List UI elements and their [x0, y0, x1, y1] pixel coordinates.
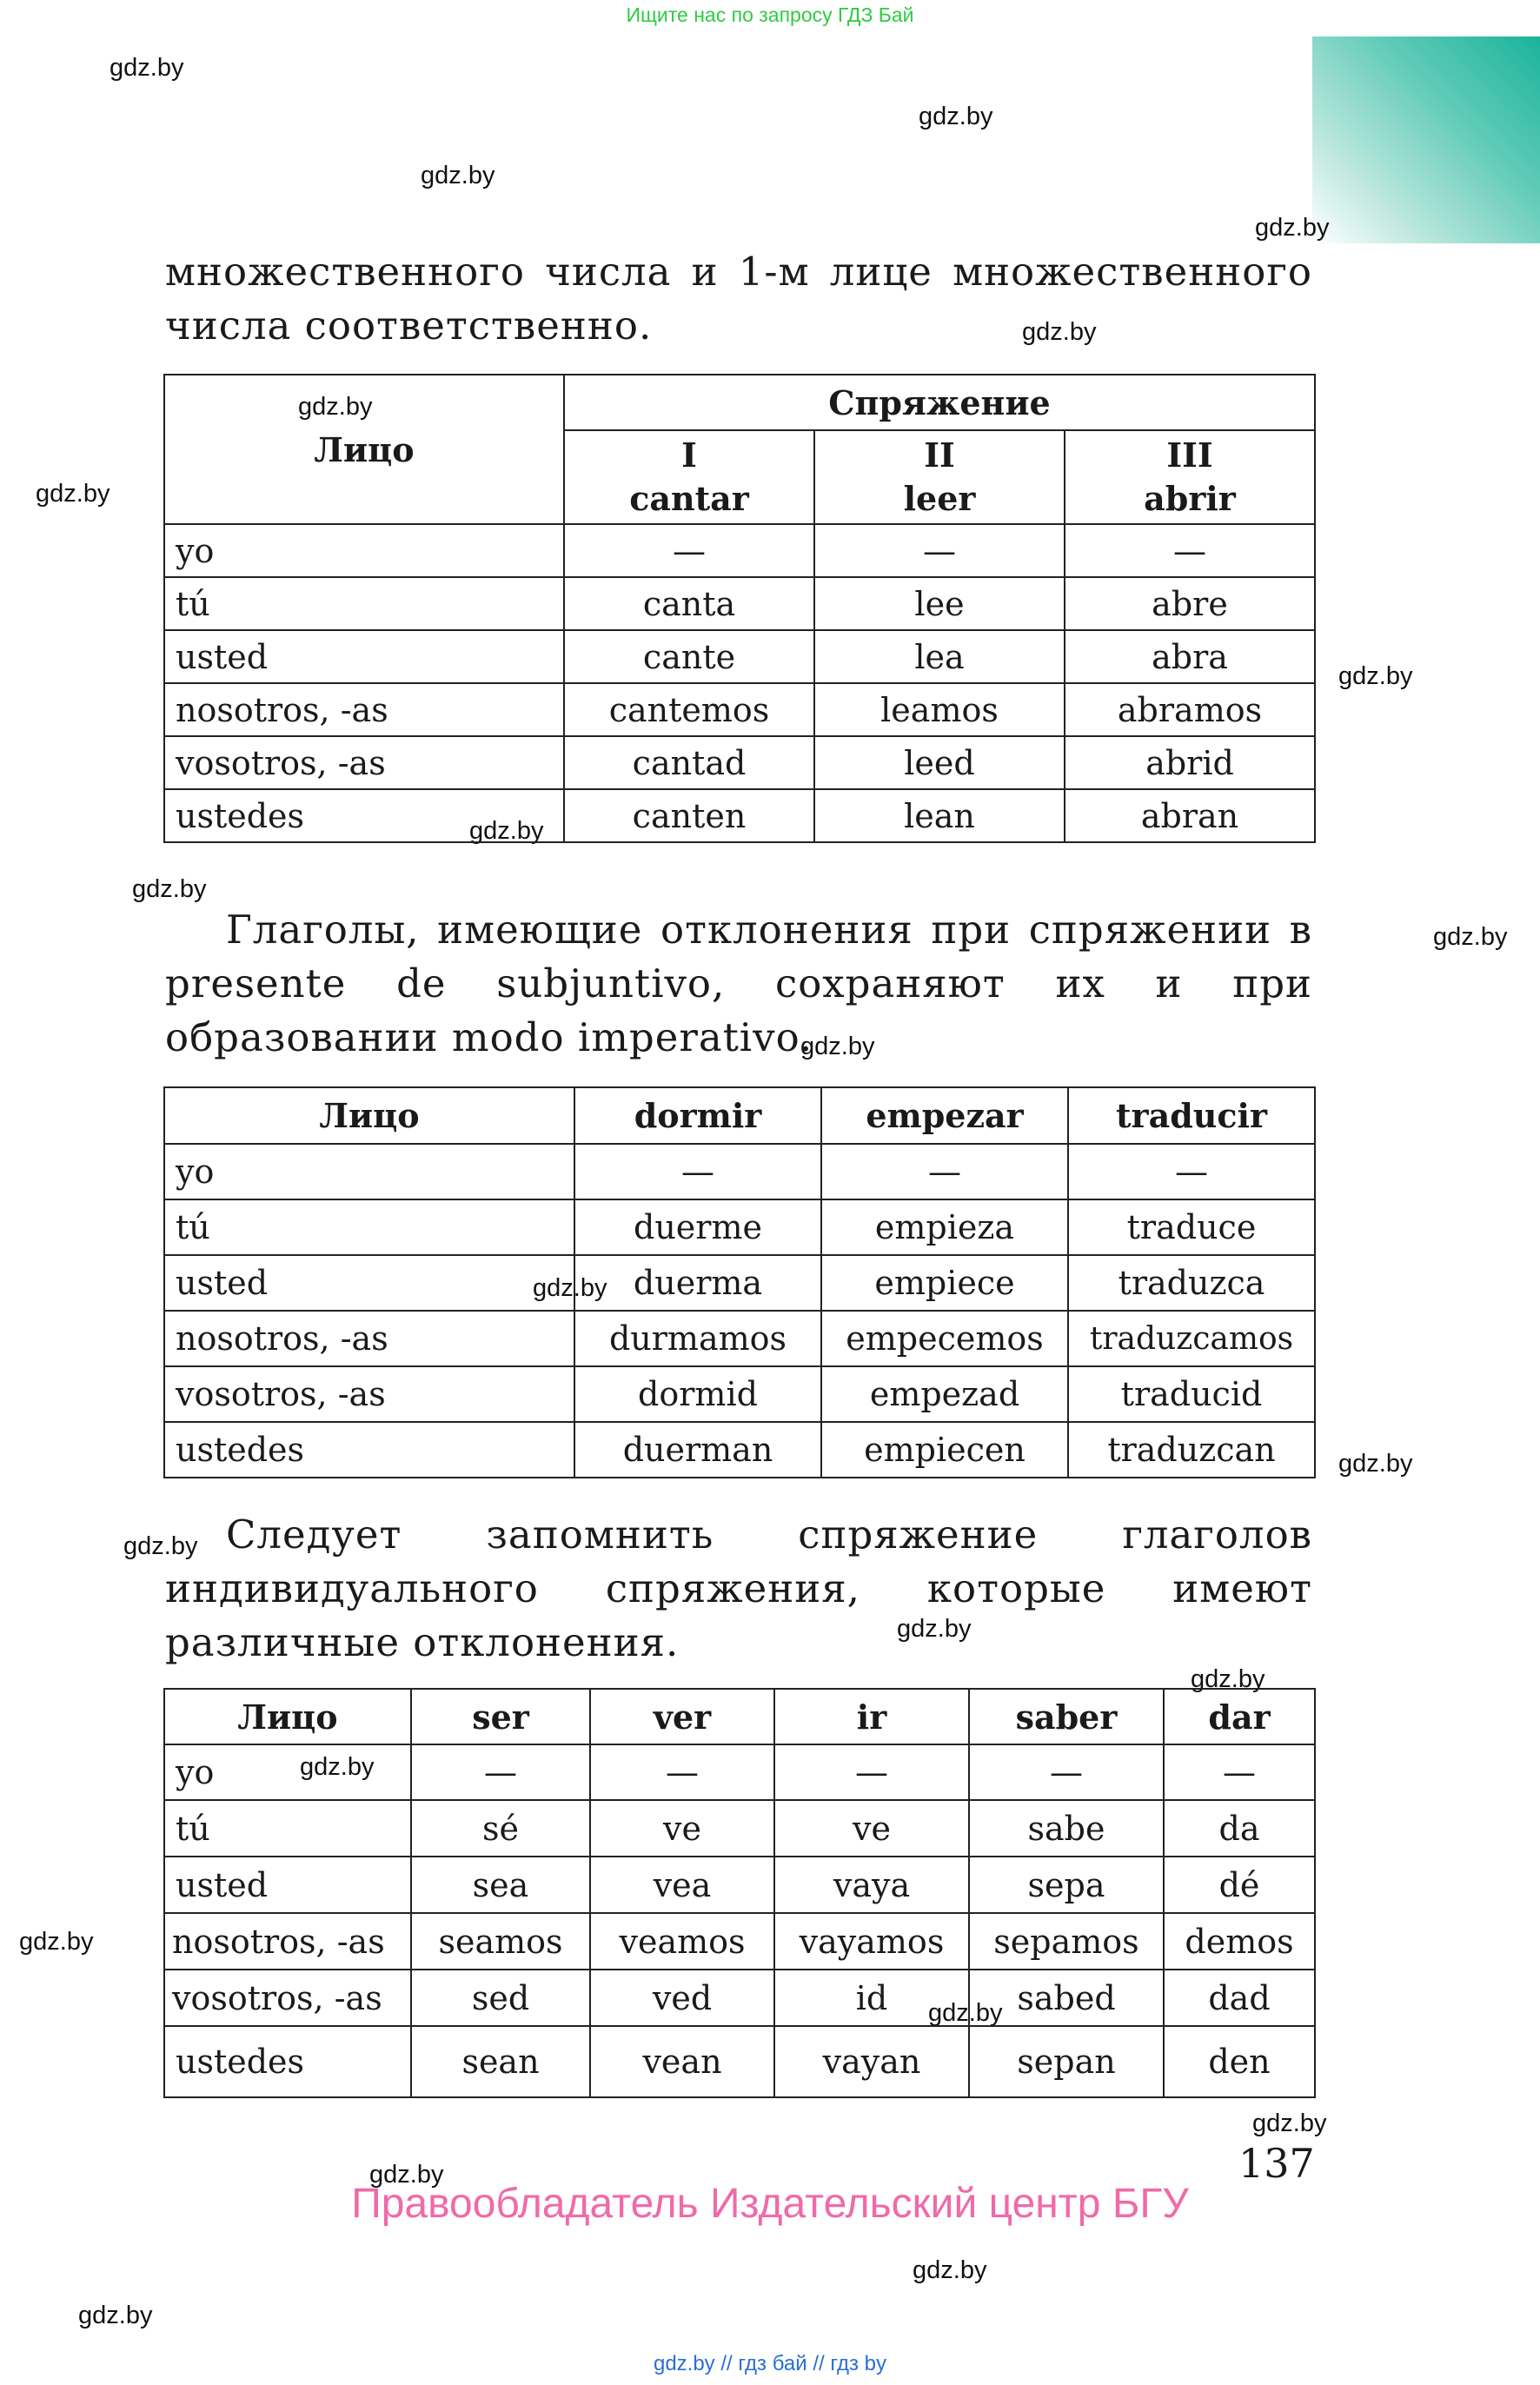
table-row: usted sea vea vaya sepa dé — [164, 1857, 1315, 1913]
table-row: ustedes canten lean abran — [164, 789, 1315, 842]
watermark: gdz.by — [132, 875, 207, 903]
watermark: gdz.by — [421, 162, 495, 189]
header-person: Лицо — [164, 375, 564, 524]
watermark: gdz.by — [110, 54, 184, 82]
table-row: yo — — — — — — [164, 1744, 1315, 1800]
table-row: tú sé ve ve sabe da — [164, 1800, 1315, 1857]
watermark: gdz.by — [300, 1753, 375, 1781]
paragraph-individual-verbs: Следует запомнить спряжение глаголов индивидуального спряжения, которые имеют различные отклонения. — [165, 1511, 1312, 1665]
watermark: gdz.by — [913, 2256, 987, 2284]
table-row: vosotros, -as sed ved id sabed dad — [164, 1970, 1315, 2026]
header-conj-1: I cantar — [564, 430, 814, 524]
watermark: gdz.by — [928, 1999, 1003, 2027]
paragraph-irregular-verbs: Глаголы, имеющие отклонения при спряжении в presente de subjuntivo, сохраняют их и при образовании modo imperativo. — [165, 907, 1312, 1060]
copyright-notice: Правообладатель Издательский центр БГУ — [351, 2181, 1189, 2227]
table-row: nosotros, -as cantemos leamos abramos — [164, 683, 1315, 736]
table-row: usted duerma empiece traduzca — [164, 1255, 1315, 1311]
watermark: gdz.by — [919, 103, 993, 130]
table-imperative-regular — [163, 374, 1316, 843]
table-row: ustedes sean vean vayan sepan den — [164, 2026, 1315, 2097]
header-conj-3: III abrir — [1065, 430, 1315, 524]
table-row: tú duerme empieza traduce — [164, 1199, 1315, 1255]
table-row: yo — — — — [164, 524, 1315, 577]
table-row: tú canta lee abre — [164, 577, 1315, 630]
table-imperative-individual — [163, 1688, 1316, 2098]
header-traducir: traducir — [1068, 1087, 1315, 1144]
header-dormir: dormir — [574, 1087, 821, 1144]
watermark: gdz.by — [897, 1615, 972, 1643]
watermark: gdz.by — [1191, 1665, 1265, 1693]
header-conjugation: Спряжение — [564, 375, 1315, 430]
table-row: vosotros, -as dormid empezad traducid — [164, 1366, 1315, 1422]
watermark: gdz.by — [123, 1532, 198, 1560]
watermark: gdz.by — [1255, 214, 1330, 242]
watermark: gdz.by — [1252, 2109, 1327, 2137]
table-row: vosotros, -as cantad leed abrid — [164, 736, 1315, 789]
watermark: gdz.by — [533, 1274, 607, 1302]
watermark: gdz.by — [1338, 662, 1413, 690]
table-row: nosotros, -as seamos veamos vayamos sepamos demos — [164, 1913, 1315, 1970]
table-row: ustedes duerman empiecen traduzcan — [164, 1422, 1315, 1478]
watermark: gdz.by — [469, 817, 544, 845]
header-ver: ver — [590, 1689, 774, 1744]
header-dar: dar — [1164, 1689, 1315, 1744]
top-banner: Ищите нас по запросу ГДЗ Бай — [626, 3, 914, 26]
header-person: Лицо — [164, 1087, 574, 1144]
table-row: usted cante lea abra — [164, 630, 1315, 683]
watermark: gdz.by — [78, 2302, 153, 2329]
watermark: gdz.by — [19, 1928, 94, 1956]
watermark: gdz.by — [36, 480, 110, 508]
header-conj-2: II leer — [814, 430, 1065, 524]
table-imperative-stem-change — [163, 1086, 1316, 1478]
paragraph-continuation: множественного числа и 1-м лице множественного числа соответственно. — [165, 249, 1312, 349]
header-ser: ser — [411, 1689, 590, 1744]
watermark: gdz.by — [369, 2161, 444, 2189]
watermark: gdz.by — [1022, 318, 1097, 346]
table-row: nosotros, -as durmamos empecemos traduzcamos — [164, 1311, 1315, 1366]
header-saber: saber — [969, 1689, 1164, 1744]
table-row: yo — — — — [164, 1144, 1315, 1199]
footer-links[interactable]: gdz.by // гдз бай // гдз by — [653, 2352, 887, 2375]
header-person: Лицо — [164, 1689, 411, 1744]
watermark: gdz.by — [1433, 923, 1508, 951]
page-number: 137 — [1238, 2140, 1315, 2187]
header-ir: ir — [774, 1689, 969, 1744]
corner-gradient-decoration — [1312, 37, 1540, 243]
header-empezar: empezar — [821, 1087, 1068, 1144]
watermark: gdz.by — [800, 1033, 875, 1060]
watermark: gdz.by — [1338, 1450, 1413, 1478]
watermark: gdz.by — [298, 393, 373, 421]
